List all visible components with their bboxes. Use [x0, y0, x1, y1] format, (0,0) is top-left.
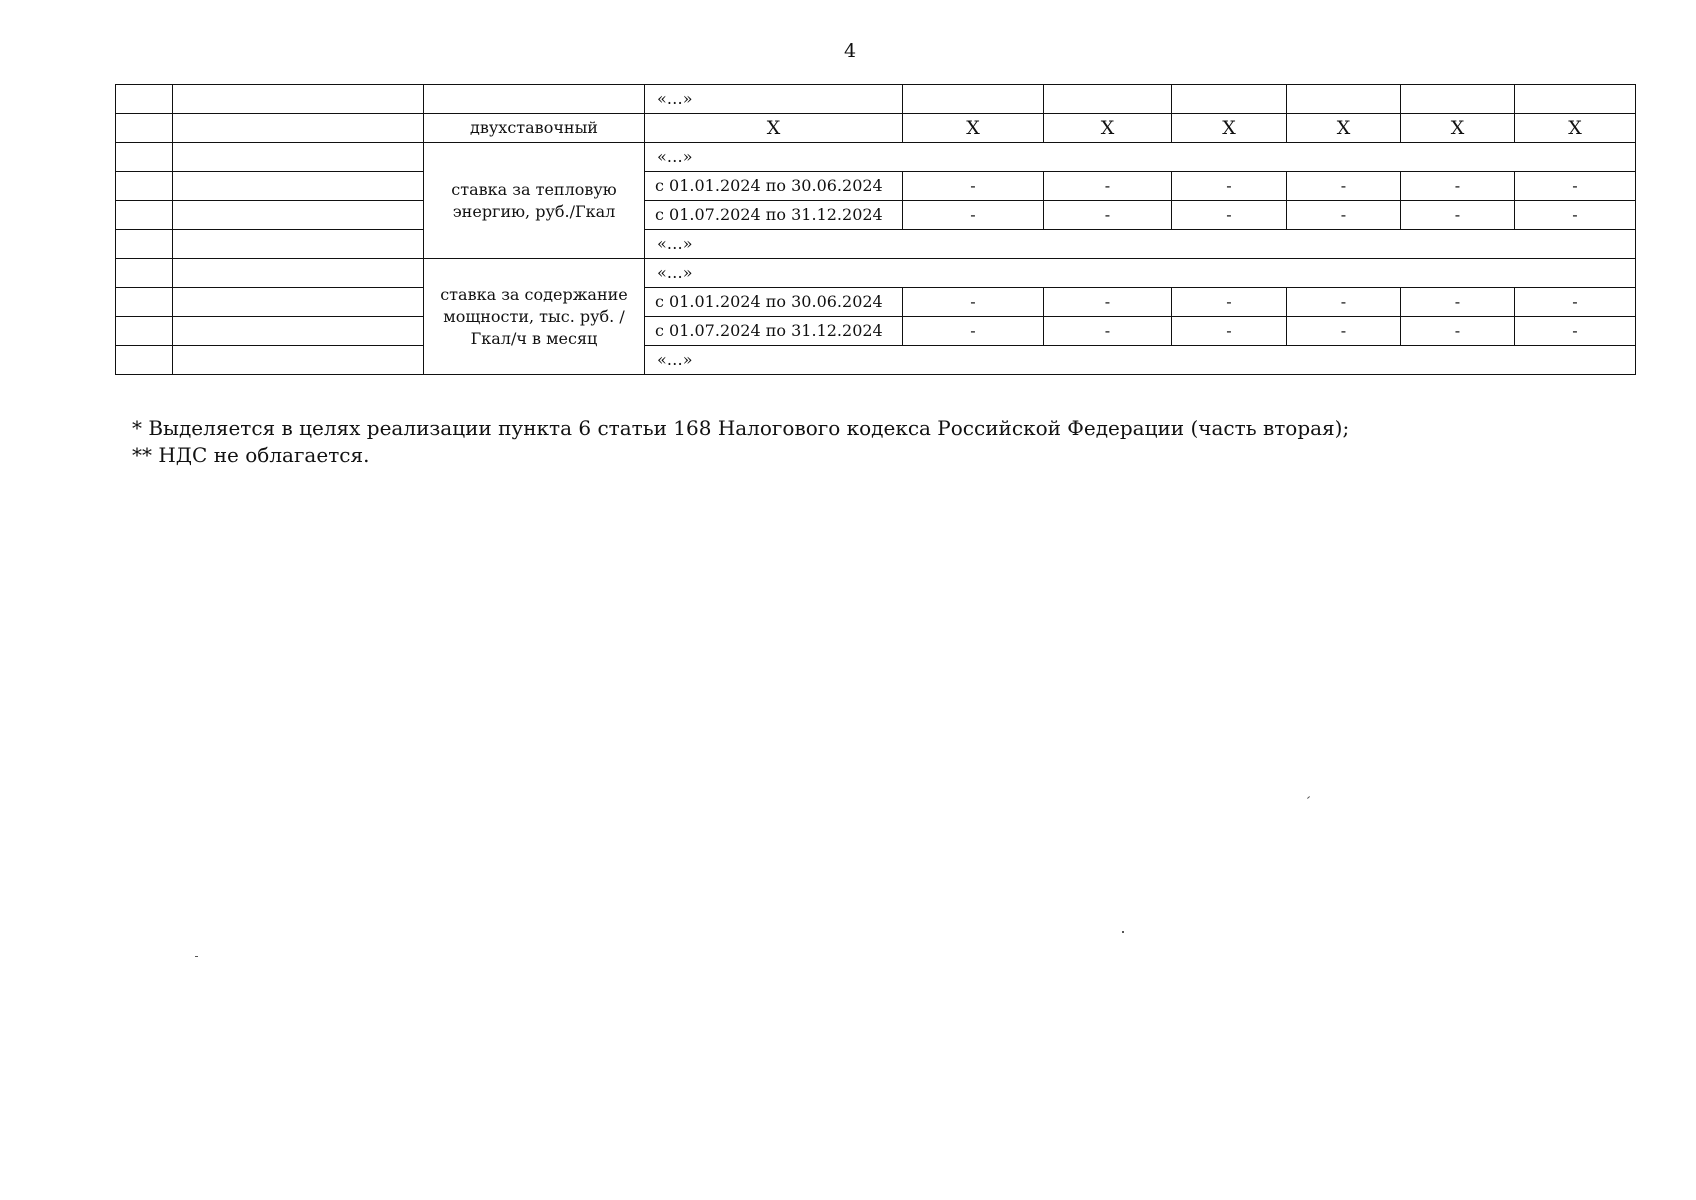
ellipsis-cell: «…» [645, 85, 903, 114]
empty-cell [1172, 85, 1287, 114]
table-row [116, 114, 1636, 143]
period-cell: с 01.07.2024 по 31.12.2024 [645, 317, 903, 346]
dash-cell: - [1044, 201, 1172, 230]
footnote-vat-allocated: * Выделяется в целях реализации пункта 6 статьи 168 Налогового кодекса Российской Федерации (часть вторая); [132, 416, 1350, 440]
dash-cell: - [1287, 288, 1401, 317]
dash-cell: - [1044, 288, 1172, 317]
footnote-vat-exempt: ** НДС не облагается. [132, 443, 370, 467]
empty-cell [116, 172, 173, 201]
x-mark-cell: X [1287, 114, 1401, 143]
dash-cell: - [1401, 317, 1515, 346]
x-mark-cell: X [1172, 114, 1287, 143]
dash-cell: - [1044, 172, 1172, 201]
ellipsis-cell: «…» [645, 259, 1636, 288]
footnotes [132, 415, 1349, 469]
empty-cell [173, 143, 424, 172]
table-row [116, 288, 1636, 317]
empty-cell [116, 259, 173, 288]
empty-cell [116, 317, 173, 346]
empty-cell [903, 85, 1044, 114]
empty-cell [173, 201, 424, 230]
ellipsis-cell: «…» [645, 230, 1636, 259]
table-row [116, 172, 1636, 201]
table-row [116, 230, 1636, 259]
dash-cell: - [1515, 172, 1636, 201]
heat-rate-label: ставка за тепловую энергию, руб./Гкал [424, 143, 645, 259]
empty-cell [173, 259, 424, 288]
x-mark-cell: X [1401, 114, 1515, 143]
empty-cell [116, 143, 173, 172]
empty-cell [116, 114, 173, 143]
dash-cell: - [903, 317, 1044, 346]
empty-cell [173, 172, 424, 201]
dash-cell: - [1515, 201, 1636, 230]
empty-cell [116, 230, 173, 259]
empty-cell [173, 114, 424, 143]
ellipsis-cell: «…» [645, 346, 1636, 375]
table-row [116, 85, 1636, 114]
empty-cell [173, 288, 424, 317]
empty-cell [1515, 85, 1636, 114]
dash-cell: - [1515, 288, 1636, 317]
empty-cell [1044, 85, 1172, 114]
x-mark-cell: X [1044, 114, 1172, 143]
period-cell: с 01.01.2024 по 30.06.2024 [645, 172, 903, 201]
table-row [116, 259, 1636, 288]
dash-cell: - [1287, 172, 1401, 201]
dash-cell: - [1172, 317, 1287, 346]
capacity-rate-label: ставка за содержание мощности, тыс. руб. /Гкал/ч в месяц [424, 259, 645, 375]
empty-cell [173, 346, 424, 375]
empty-cell [116, 288, 173, 317]
dash-cell: - [1172, 288, 1287, 317]
empty-cell [1401, 85, 1515, 114]
dash-cell: - [903, 201, 1044, 230]
empty-cell [116, 201, 173, 230]
page-number: 4 [843, 40, 857, 62]
dash-cell: - [1401, 201, 1515, 230]
x-mark-cell: X [1515, 114, 1636, 143]
dash-cell: - [903, 172, 1044, 201]
empty-cell [173, 230, 424, 259]
table-row [116, 143, 1636, 172]
period-cell: с 01.01.2024 по 30.06.2024 [645, 288, 903, 317]
period-cell: с 01.07.2024 по 31.12.2024 [645, 201, 903, 230]
empty-cell [116, 85, 173, 114]
dash-cell: - [1172, 172, 1287, 201]
table-row [116, 346, 1636, 375]
two-rate-label: двухставочный [424, 114, 645, 143]
dash-cell: - [1515, 317, 1636, 346]
scan-speck [1122, 931, 1124, 933]
dash-cell: - [1044, 317, 1172, 346]
empty-cell [1287, 85, 1401, 114]
ellipsis-cell: «…» [645, 143, 1636, 172]
dash-cell: - [1401, 288, 1515, 317]
table-row [116, 317, 1636, 346]
dash-cell: - [903, 288, 1044, 317]
empty-cell [116, 346, 173, 375]
tariff-table [115, 84, 1636, 375]
scan-speck [1307, 796, 1310, 799]
x-mark-cell: X [903, 114, 1044, 143]
empty-cell [173, 317, 424, 346]
dash-cell: - [1401, 172, 1515, 201]
empty-cell [173, 85, 424, 114]
dash-cell: - [1172, 201, 1287, 230]
x-mark-cell: X [645, 114, 903, 143]
table-row [116, 201, 1636, 230]
dash-cell: - [1287, 201, 1401, 230]
scan-speck [195, 956, 198, 957]
empty-cell [424, 85, 645, 114]
dash-cell: - [1287, 317, 1401, 346]
